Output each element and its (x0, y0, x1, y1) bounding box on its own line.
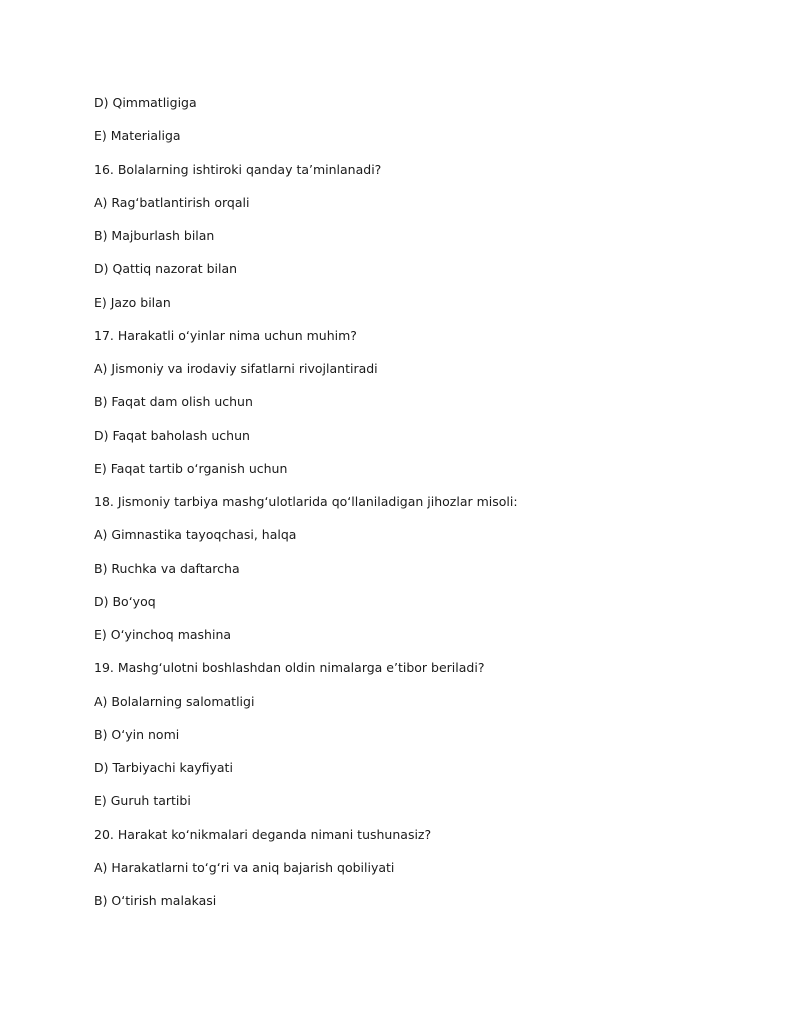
answer-option: D) Bo‘yoq (94, 593, 156, 609)
answer-option: B) O‘yin nomi (94, 726, 180, 742)
question-list (94, 93, 734, 924)
answer-option: E) Faqat tartib o‘rganish uchun (94, 460, 288, 476)
question-text: 20. Harakat ko‘nikmalari deganda nimani tushunasiz? (94, 826, 432, 842)
answer-option: A) Rag‘batlantirish orqali (94, 194, 250, 210)
answer-option: A) Harakatlarni to‘g‘ri va aniq bajarish qobiliyati (94, 859, 395, 875)
question-text: 17. Harakatli o‘yinlar nima uchun muhim? (94, 327, 357, 343)
answer-option: A) Bolalarning salomatligi (94, 693, 255, 709)
answer-option: B) Ruchka va daftarcha (94, 560, 240, 576)
answer-option: D) Qattiq nazorat bilan (94, 261, 238, 277)
answer-option: B) Faqat dam olish uchun (94, 394, 253, 410)
answer-option: D) Faqat baholash uchun (94, 427, 250, 443)
answer-option: A) Jismoniy va irodaviy sifatlarni rivojlantiradi (94, 361, 378, 376)
answer-option: B) O‘tirish malakasi (94, 893, 217, 908)
answer-option: D) Tarbiyachi kayfiyati (94, 760, 233, 775)
answer-option: D) Qimmatligiga (94, 95, 197, 110)
answer-option: E) Guruh tartibi (94, 793, 191, 809)
question-text: 19. Mashg‘ulotni boshlashdan oldin nimalarga e’tibor beriladi? (94, 660, 485, 676)
question-text: 18. Jismoniy tarbiya mashg‘ulotlarida qo‘llaniladigan jihozlar misoli: (94, 494, 518, 509)
answer-option: A) Gimnastika tayoqchasi, halqa (94, 527, 297, 543)
question-text: 16. Bolalarning ishtiroki qanday ta’minlanadi? (94, 161, 382, 177)
answer-option: E) Jazo bilan (94, 294, 171, 310)
answer-option: E) O‘yinchoq mashina (94, 627, 232, 642)
answer-option: B) Majburlash bilan (94, 228, 215, 243)
answer-option: E) Materialiga (94, 128, 181, 144)
